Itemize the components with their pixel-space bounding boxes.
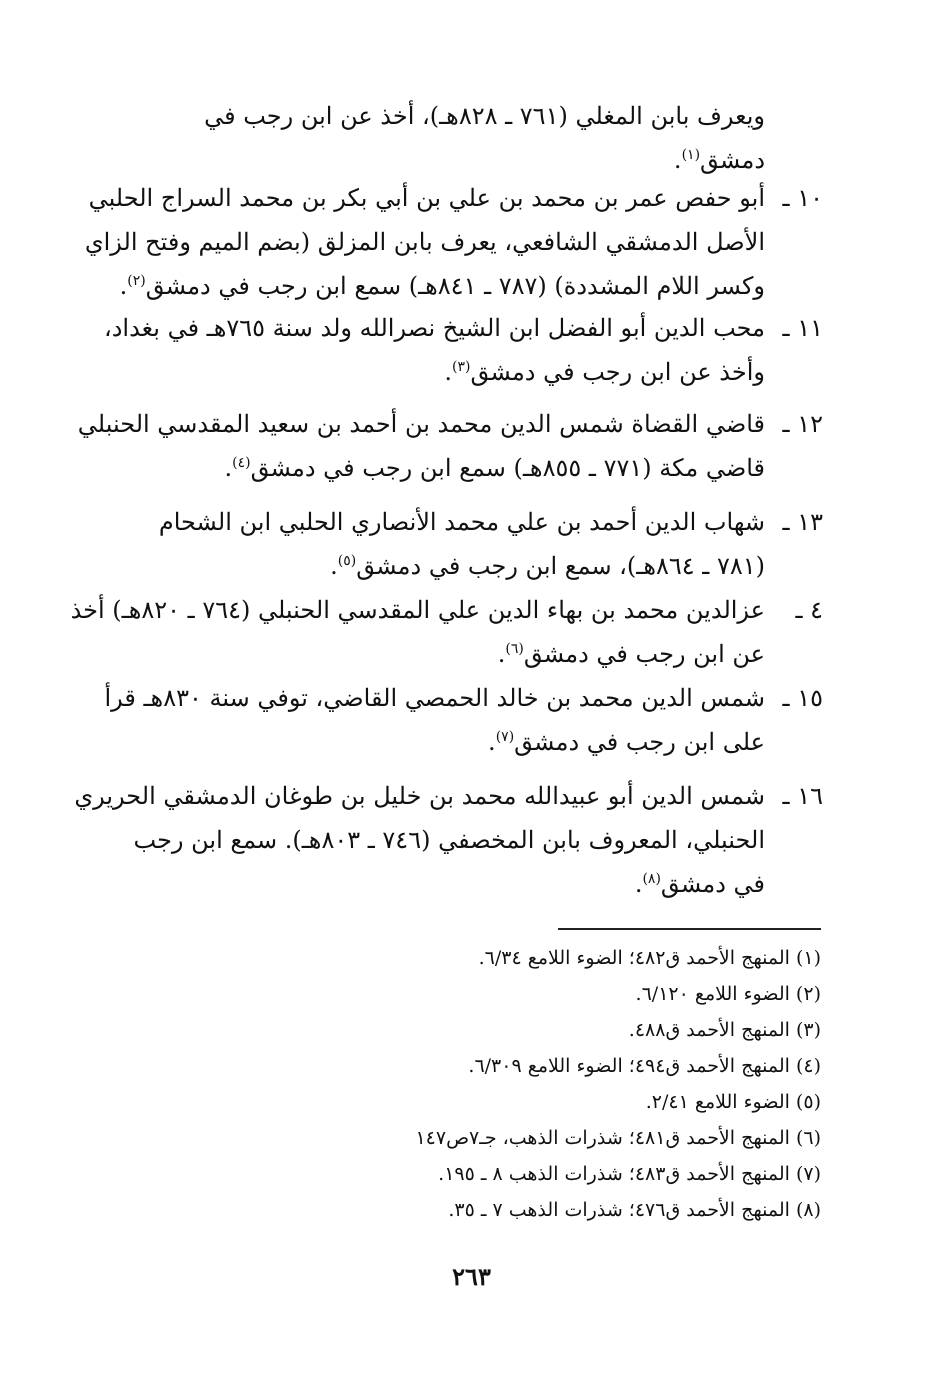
footnote-ref: (١) — [681, 147, 701, 163]
footnote-ref: (٥) — [337, 553, 357, 569]
entry-line: قاضي مكة (٧٧١ ـ ٨٥٥هـ) سمع ابن رجب في دمشق$^{(٤)}$. — [224, 454, 765, 482]
biography-entry — [84, 176, 823, 308]
entry-line: الأصل الدمشقي الشافعي، يعرف بابن المزلق (بضم الميم وفتح الزاي — [84, 228, 765, 256]
footnote-item: (٨) المنهج الأحمد ق٤٧٦؛ شذرات الذهب ٧ ـ ٣٥. — [448, 1199, 821, 1221]
entry-line: ١٣ ـشهاب الدين أحمد بن علي محمد الأنصاري الحلبي ابن الشحام — [118, 500, 823, 544]
entry-line: دمشق$^{(١)}$. — [673, 146, 765, 174]
biography-entry — [70, 588, 823, 676]
entry-number: ١٢ ـ — [782, 410, 823, 438]
footnote-item: (٤) المنهج الأحمد ق٤٩٤؛ الضوء اللامع ٦/٣٠٩. — [468, 1055, 821, 1077]
entry-number: ١٠ ـ — [782, 184, 823, 212]
footnote-item: (٧) المنهج الأحمد ق٤٨٣؛ شذرات الذهب ٨ ـ ١٩٥. — [438, 1163, 821, 1185]
biography-entry — [104, 676, 823, 764]
biography-entry — [118, 500, 823, 588]
entry-line: ٤ ـعزالدين محمد بن بهاء الدين علي المقدسي الحنبلي (٧٦٤ ـ ٨٢٠هـ) أخذ — [118, 588, 823, 632]
footnote-item: (٥) الضوء اللامع ٢/٤١. — [645, 1091, 821, 1113]
entry-line: في دمشق$^{(٨)}$. — [634, 870, 765, 898]
entry-line: ١٥ ـشمس الدين محمد بن خالد الحمصي القاضي، توفي سنة ٨٣٠هـ قرأ — [118, 676, 823, 720]
entry-number: ١٣ ـ — [782, 508, 823, 536]
footnote-ref: (٤) — [232, 455, 251, 471]
footnote-item: (٣) المنهج الأحمد ق٤٨٨. — [628, 1019, 821, 1041]
entry-line: الحنبلي، المعروف بابن المخصفي (٧٤٦ ـ ٨٠٣هـ). سمع ابن رجب — [133, 826, 765, 854]
entry-line: عن ابن رجب في دمشق$^{(٦)}$. — [497, 640, 765, 668]
entry-line: ١٦ ـشمس الدين أبو عبيدالله محمد بن خليل بن طوغان الدمشقي الحريري — [118, 774, 823, 818]
footnote-ref: (٦) — [505, 641, 524, 657]
biography-entry — [77, 402, 823, 490]
entry-line: ١٢ ـقاضي القضاة شمس الدين محمد بن أحمد بن سعيد المقدسي الحنبلي — [118, 402, 823, 446]
biography-entry — [74, 774, 823, 906]
footnote-ref: (٨) — [642, 871, 661, 887]
entry-number: ١٥ ـ — [782, 684, 823, 712]
entry-line: ١١ ـمحب الدين أبو الفضل ابن الشيخ نصرالله ولد سنة ٧٦٥هـ في بغداد، — [118, 306, 823, 350]
entry-number: ١٦ ـ — [782, 782, 823, 810]
page-number: ٢٦٣ — [452, 1262, 491, 1291]
entry-line: وكسر اللام المشددة) (٧٨٧ ـ ٨٤١هـ) سمع ابن رجب في دمشق$^{(٢)}$. — [119, 272, 765, 300]
footnotes — [221, 940, 821, 1228]
entry-number: ٤ ـ — [795, 596, 823, 624]
biography-entry — [103, 306, 823, 394]
footnote-ref: (٢) — [127, 273, 146, 289]
entry-line: وأخذ عن ابن رجب في دمشق$^{(٣)}$. — [444, 358, 765, 386]
footnote-divider — [558, 928, 821, 930]
footnote-ref: (٧) — [495, 729, 515, 745]
entry-9-continuation — [118, 94, 823, 182]
entry-line: (٧٨١ ـ ٨٦٤هـ)، سمع ابن رجب في دمشق$^{(٥)}$. — [330, 552, 765, 580]
entry-line: ١٠ ـأبو حفص عمر بن محمد بن علي بن أبي بكر بن محمد السراج الحلبي — [118, 176, 823, 220]
entry-line: على ابن رجب في دمشق$^{(٧)}$. — [488, 728, 765, 756]
footnote-ref: (٣) — [452, 359, 471, 375]
footnote-item: (٦) المنهج الأحمد ق٤٨١؛ شذرات الذهب، جـ٧ص١٤٧ — [415, 1127, 821, 1149]
footnote-item: (٢) الضوء اللامع ٦/١٢٠. — [635, 983, 821, 1005]
entry-line: ويعرف بابن المغلي (٧٦١ ـ ٨٢٨هـ)، أخذ عن ابن رجب في — [204, 102, 765, 130]
entry-number: ١١ ـ — [782, 314, 823, 342]
footnote-item: (١) المنهج الأحمد ق٤٨٢؛ الضوء اللامع ٦/٣٤. — [478, 947, 821, 969]
